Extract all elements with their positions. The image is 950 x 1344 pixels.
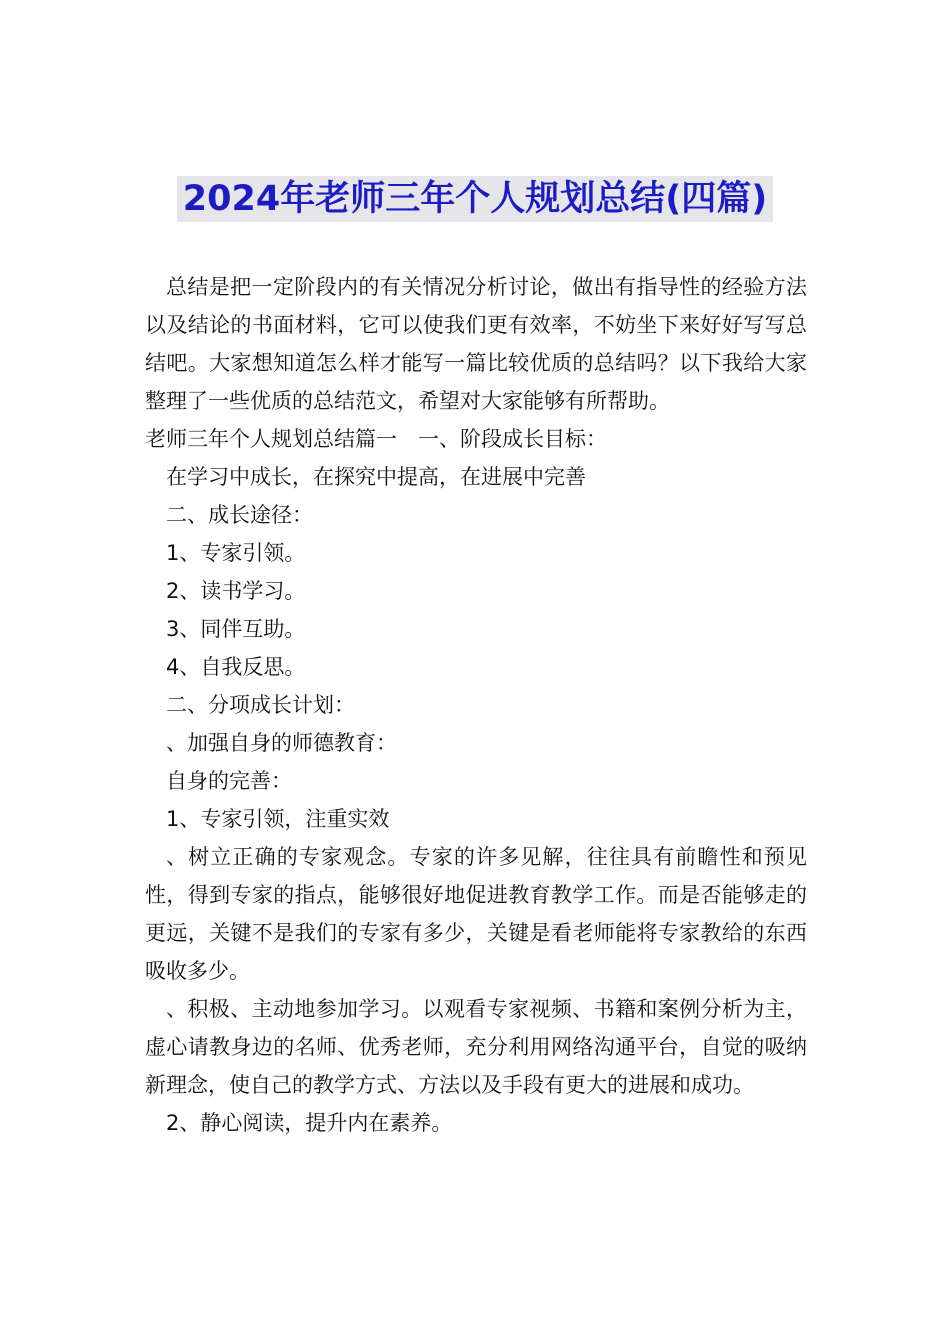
paragraph: 、加强自身的师德教育： (166, 731, 397, 755)
paragraph: 、树立正确的专家观念。专家的许多见解，往往具有前瞻性和预见性，得到专家的指点，能够很好地促进教育教学工作。而是否能够走的更远，关键不是我们的专家有多少，关键是看老师能将专家教给的东西吸收多少。 (145, 845, 807, 983)
intro-paragraph: 总结是把一定阶段内的有关情况分析讨论，做出有指导性的经验方法以及结论的书面材料，它可以使我们更有效率，不妨坐下来好好写写总结吧。大家想知道怎么样才能写一篇比较优质的总结吗？以下我给大家整理了一些优质的总结范文，希望对大家能够有所帮助。 (145, 275, 807, 413)
list-item: 1、专家引领。 (166, 541, 306, 565)
document-body (145, 268, 807, 1142)
paragraph: 自身的完善： (166, 769, 292, 793)
title-container (0, 176, 950, 222)
paragraph: 、积极、主动地参加学习。以观看专家视频、书籍和案例分析为主，虚心请教身边的名师、优秀老师，充分利用网络沟通平台，自觉的吸纳新理念，使自己的教学方式、方法以及手段有更大的进展和成功。 (145, 997, 807, 1097)
list-item: 2、读书学习。 (166, 579, 306, 603)
section-heading: 老师三年个人规划总结篇一 一、阶段成长目标： (145, 427, 607, 451)
paragraph: 在学习中成长，在探究中提高，在进展中完善 (166, 465, 586, 489)
list-item: 4、自我反思。 (166, 655, 306, 679)
paragraph: 二、成长途径： (166, 503, 313, 527)
list-item: 2、静心阅读，提升内在素养。 (166, 1111, 453, 1135)
document-title: 2024年老师三年个人规划总结(四篇) (177, 176, 773, 222)
list-item: 1、专家引领，注重实效 (166, 807, 390, 831)
list-item: 3、同伴互助。 (166, 617, 306, 641)
paragraph: 二、分项成长计划： (166, 693, 355, 717)
